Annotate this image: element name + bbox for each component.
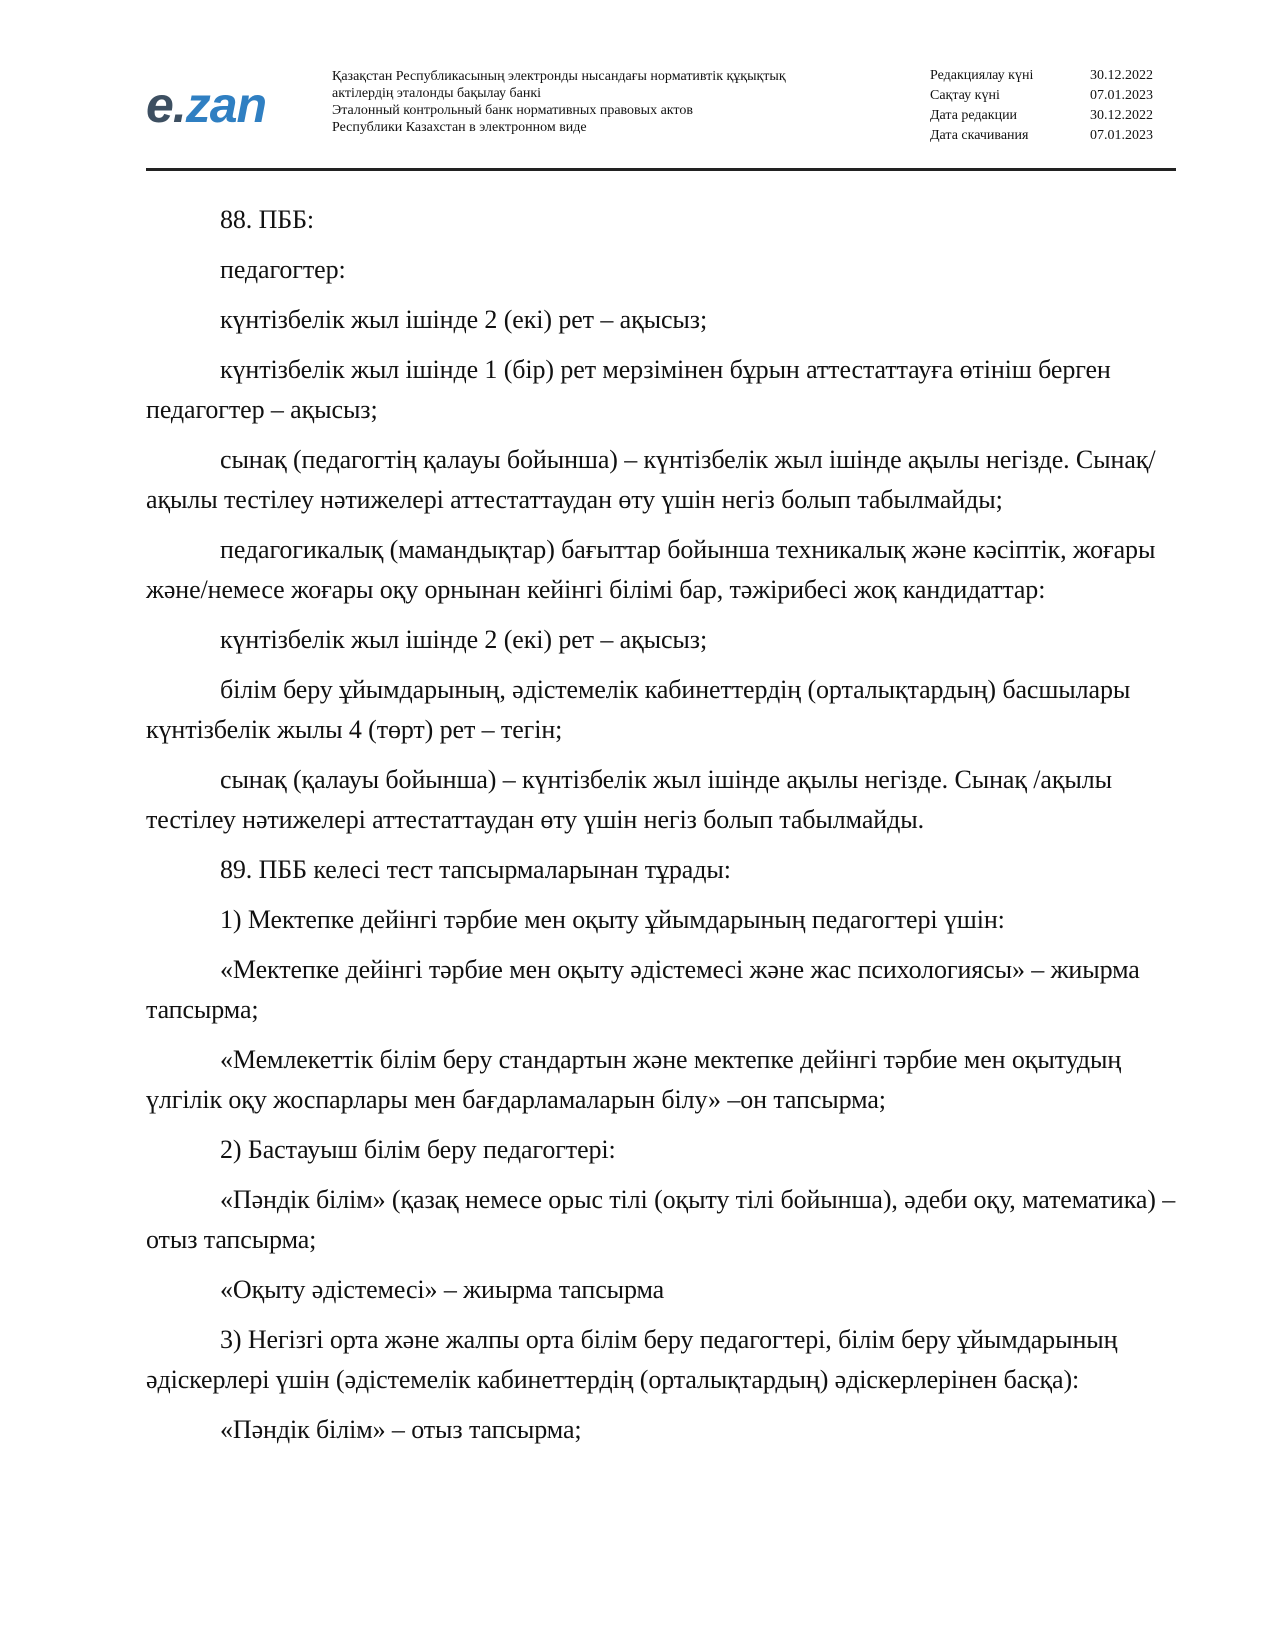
source-line: Қазақстан Республикасының электронды нысандағы нормативтік құқықтық xyxy=(332,69,786,84)
body-paragraph: сынақ (педагогтің қалауы бойынша) – күнтізбелік жыл ішінде ақылы негізде. Сынақ/ақылы тестілеу нәтижелері аттестаттаудан өту үшін негіз болып табылмайды; xyxy=(146,445,1156,514)
meta-value: 07.01.2023 xyxy=(1090,128,1153,143)
body-paragraph: «Мектепке дейінгі тәрбие мен оқыту әдістемесі және жас психологиясы» – жиырма тапсырма; xyxy=(146,955,1140,1024)
logo-part-1: e. xyxy=(146,77,186,133)
meta-label: Сақтау күні xyxy=(930,88,1000,103)
body-paragraph: күнтізбелік жыл ішінде 1 (бір) рет мерзімінен бұрын аттестаттауға өтініш берген педагогтер – ақысыз; xyxy=(146,355,1111,424)
body-paragraph: «Пәндік білім» – отыз тапсырма; xyxy=(220,1415,582,1444)
body-paragraph: «Пәндік білім» (қазақ немесе орыс тілі (оқыту тілі бойынша), әдеби оқу, математика) – отыз тапсырма; xyxy=(146,1185,1176,1254)
source-description xyxy=(332,68,786,136)
document-header xyxy=(146,62,1176,172)
body-paragraph: 3) Негізгі орта және жалпы орта білім беру педагогтері, білім беру ұйымдарының әдіскерлері үшін (әдістемелік кабинеттердің (орталықтардың) әдіскерлерінен басқа): xyxy=(146,1325,1118,1394)
meta-row xyxy=(930,86,1180,106)
body-paragraph: күнтізбелік жыл ішінде 2 (екі) рет – ақысыз; xyxy=(220,305,708,334)
body-paragraph: 2) Бастауыш білім беру педагогтері: xyxy=(220,1135,616,1164)
meta-row xyxy=(930,66,1180,86)
meta-label: Дата редакции xyxy=(930,108,1018,123)
body-paragraph: 88. ПББ: xyxy=(220,205,315,234)
source-line: Республики Казахстан в электронном виде xyxy=(332,120,587,135)
meta-label: Дата скачивания xyxy=(930,128,1029,143)
source-line: актілердің эталонды бақылау банкі xyxy=(332,86,542,101)
meta-value: 07.01.2023 xyxy=(1090,88,1153,103)
document-body xyxy=(146,200,1176,1460)
logo-part-2: zan xyxy=(185,77,267,133)
header-divider xyxy=(146,168,1176,171)
meta-row xyxy=(930,126,1180,146)
ezan-logo xyxy=(146,77,267,133)
body-paragraph: «Оқыту әдістемесі» – жиырма тапсырма xyxy=(220,1275,665,1304)
body-paragraph: күнтізбелік жыл ішінде 2 (екі) рет – ақысыз; xyxy=(220,625,708,654)
edition-metadata xyxy=(930,66,1180,146)
body-paragraph: педагогикалық (мамандықтар) бағыттар бойынша техникалық және кәсіптік, жоғары және/немесе жоғары оқу орнынан кейінгі білімі бар, тәжірибесі жоқ кандидаттар: xyxy=(146,535,1156,604)
meta-value: 30.12.2022 xyxy=(1090,68,1153,83)
body-paragraph: 89. ПББ келесі тест тапсырмаларынан тұрады: xyxy=(220,855,731,884)
meta-row xyxy=(930,106,1180,126)
body-paragraph: педагогтер: xyxy=(220,255,346,284)
body-paragraph: білім беру ұйымдарының, әдістемелік кабинеттердің (орталықтардың) басшылары күнтізбелік жылы 4 (төрт) рет – тегін; xyxy=(146,675,1131,744)
meta-label: Редакциялау күні xyxy=(930,68,1034,83)
body-paragraph: 1) Мектепке дейінгі тәрбие мен оқыту ұйымдарының педагогтері үшін: xyxy=(220,905,1005,934)
meta-value: 30.12.2022 xyxy=(1090,108,1153,123)
source-line: Эталонный контрольный банк нормативных правовых актов xyxy=(332,103,693,118)
body-paragraph: сынақ (қалауы бойынша) – күнтізбелік жыл ішінде ақылы негізде. Сынақ /ақылы тестілеу нәтижелері аттестаттаудан өту үшін негіз болып табылмайды. xyxy=(146,765,1112,834)
body-paragraph: «Мемлекеттік білім беру стандартын және мектепке дейінгі тәрбие мен оқытудың үлгілік оқу жоспарлары мен бағдарламаларын білу» –он тапсырма; xyxy=(146,1045,1122,1114)
